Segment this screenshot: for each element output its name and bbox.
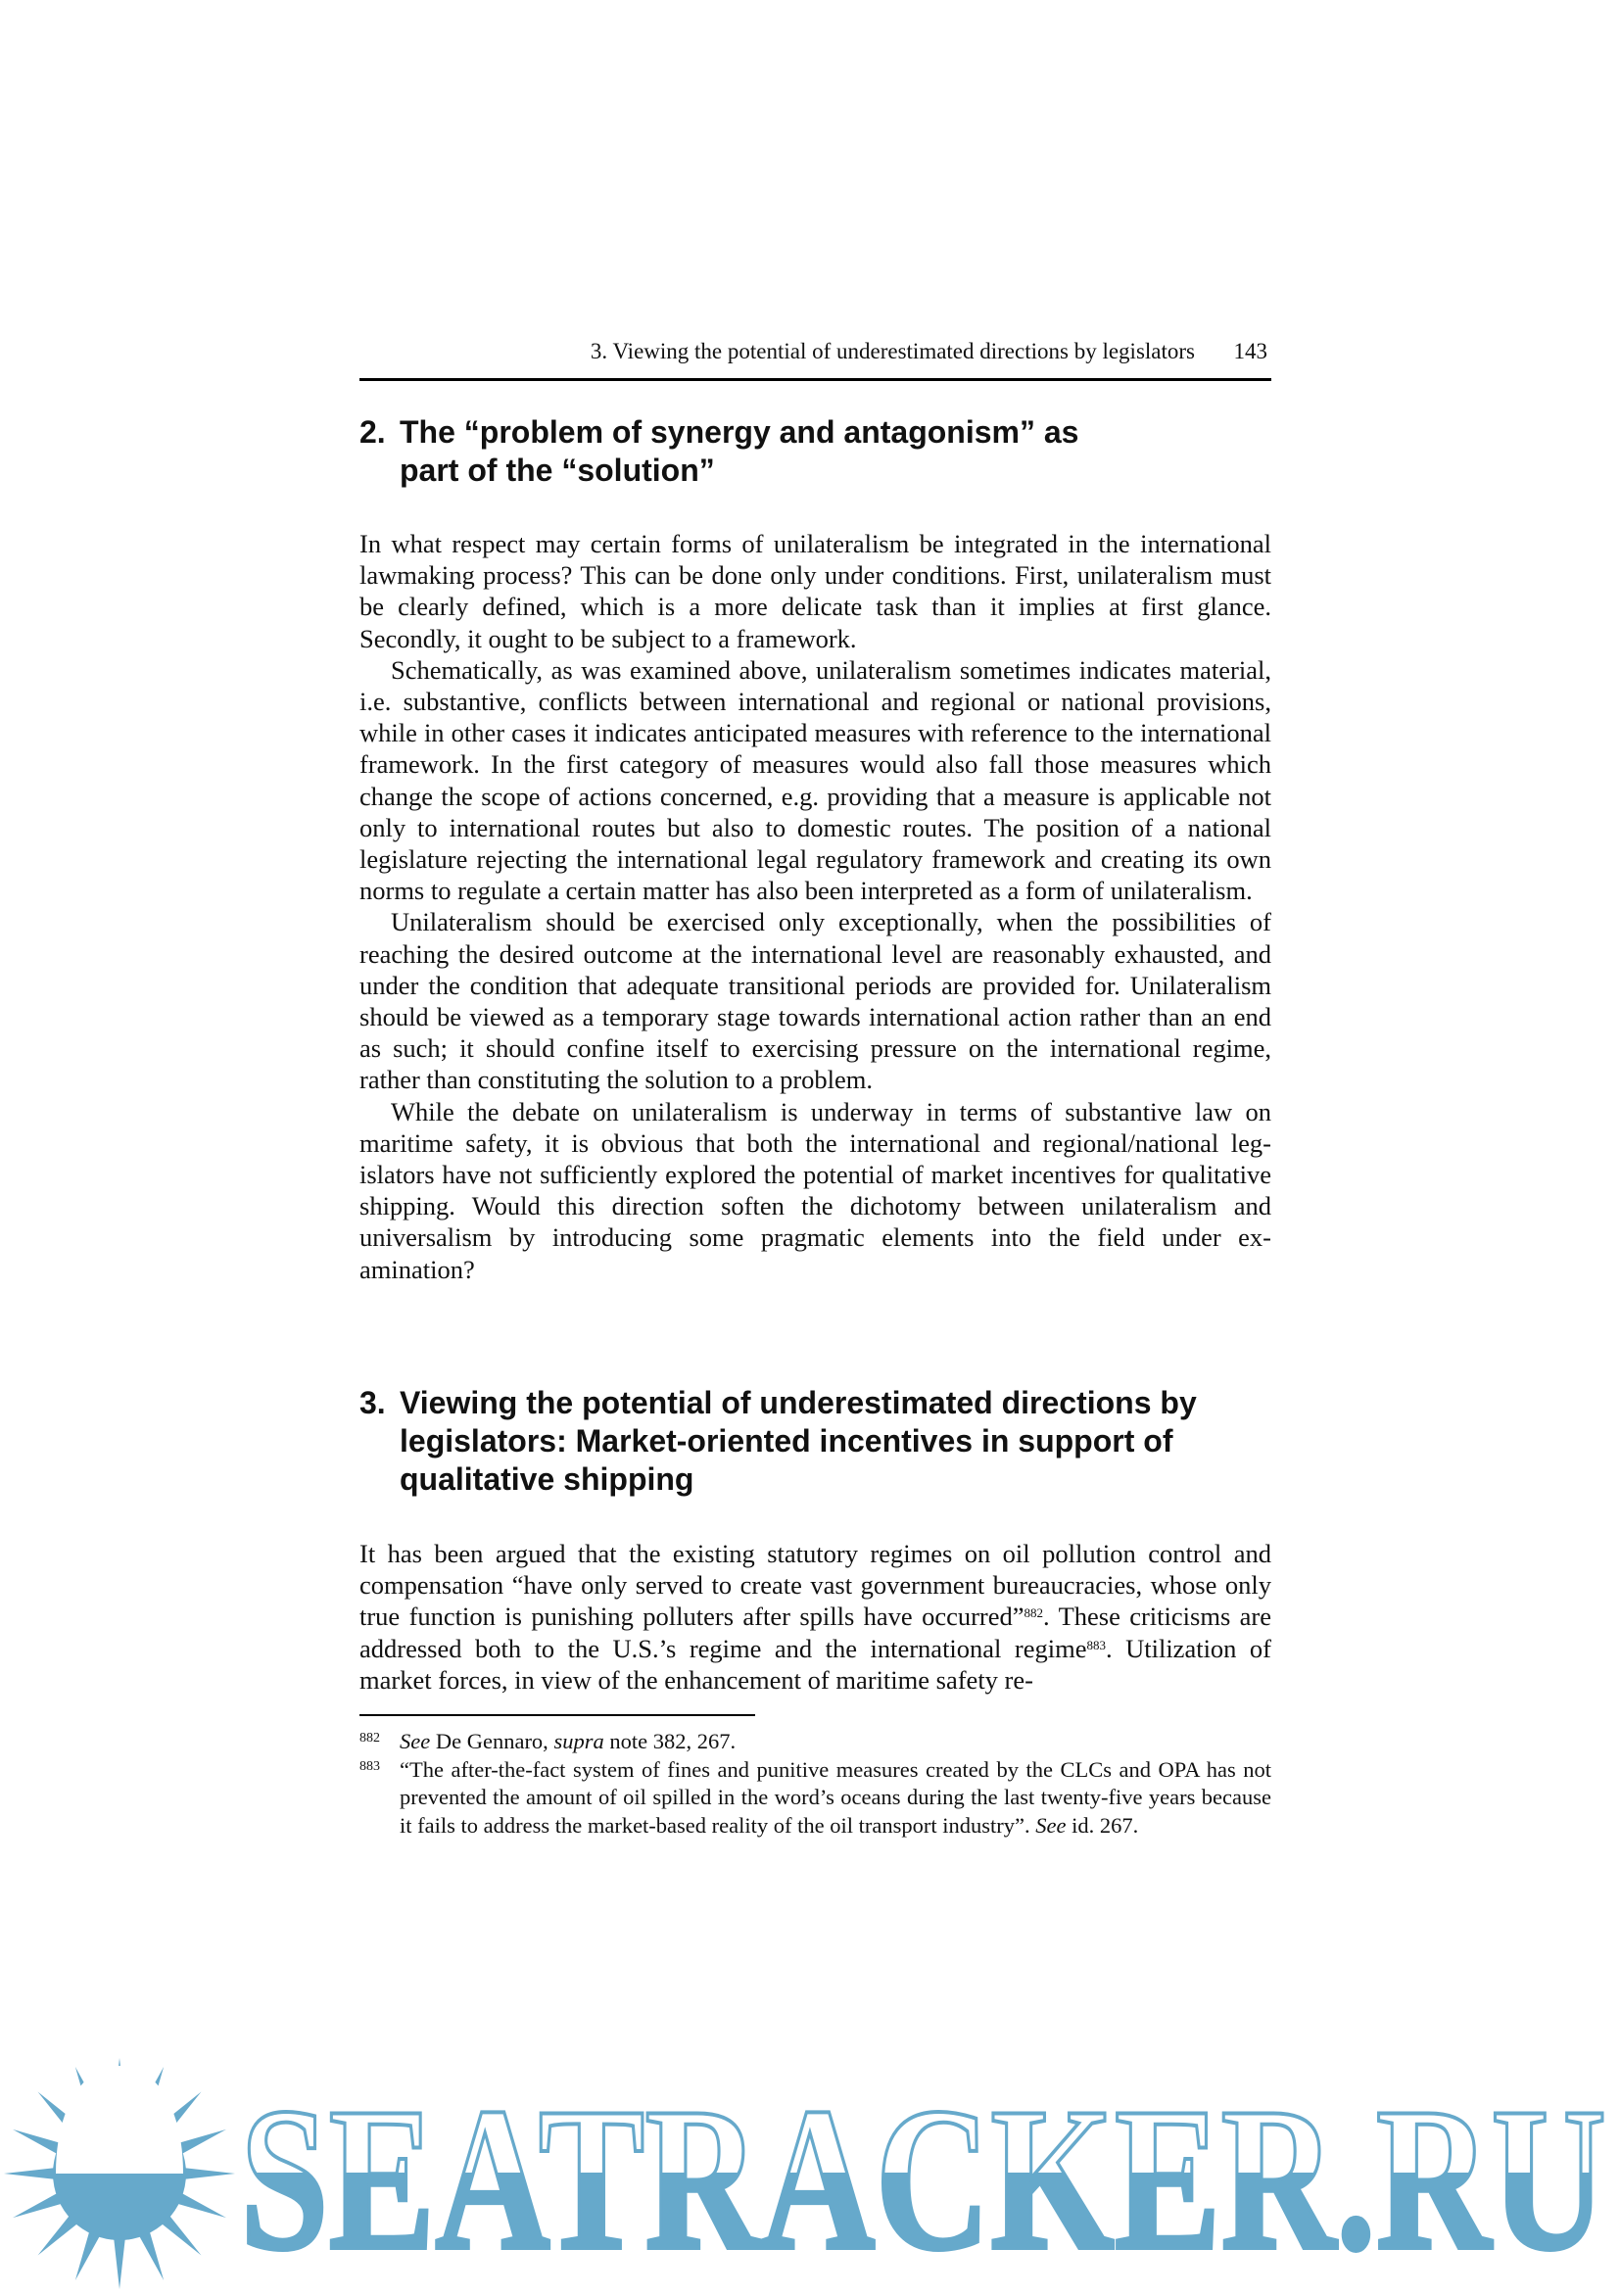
paragraph: In what respect may certain forms of unilateralism be integrated in the international lawmaking process? This can be done only under conditions. First, unilateralism must be clearly defined, which is a more delicate task than it implies at first glance. Secondly, it ought to be subject to a framework. bbox=[359, 529, 1271, 653]
header-rule bbox=[359, 378, 1271, 381]
paragraph: While the debate on unilateralism is underway in terms of substantive law on maritime safety, it is obvious that both the international and regional/national legislators have not sufficiently explored the potential of market incentives for qualitative shipping. Would this direction soften the dichotomy between unilateralism and universalism by introducing some pragmatic elements into the field under examination? bbox=[359, 1096, 1271, 1284]
section-3-heading bbox=[359, 1384, 1271, 1499]
section-title: Viewing the potential of underestimated directions by legislators: Market-oriented incentives in support of qualitative shipping bbox=[400, 1385, 1197, 1497]
footnotes bbox=[359, 1728, 1271, 1840]
footnote-mark: 882 bbox=[359, 1731, 380, 1746]
section-2-body bbox=[359, 528, 1271, 1285]
watermark-logo bbox=[0, 2057, 1620, 2291]
footnote-882 bbox=[359, 1728, 1271, 1756]
watermark-text: SEATRACKER.RU bbox=[240, 2066, 1606, 2291]
running-head bbox=[359, 335, 1271, 378]
text: id. 267. bbox=[1066, 1812, 1139, 1838]
sun-icon bbox=[4, 2058, 235, 2289]
page-number: 143 bbox=[1233, 339, 1267, 363]
text: See bbox=[400, 1729, 431, 1753]
text: note 382, 267. bbox=[603, 1729, 737, 1753]
footnote-ref[interactable]: 882 bbox=[1024, 1605, 1044, 1621]
text: De Gennaro, bbox=[430, 1729, 554, 1753]
footnote-ref[interactable]: 883 bbox=[1086, 1637, 1106, 1652]
footnote-rule bbox=[359, 1714, 755, 1716]
text: See bbox=[1035, 1812, 1067, 1838]
text: . Utilization of market forces, in view of the enhancement of maritime safety re- bbox=[359, 1633, 1271, 1695]
section-3-body bbox=[359, 1538, 1271, 1696]
section-number: 2. bbox=[359, 414, 386, 450]
footnote-mark: 883 bbox=[359, 1758, 380, 1774]
seatracker-logo bbox=[0, 2057, 1620, 2291]
paragraph: Schematically, as was examined above, unilateralism sometimes indicates material, i.e. substantive, conflicts between international and regional or national provisions, while in other cases it indicates anticipated measures with reference to the international framework. In the first category of measures would also fall those measures which change the scope of actions concerned, e.g. providing that a measure is applicable not only to international routes but also to domestic routes. The position of a national legislature rejecting the international legal regulatory framework and creating its own norms to regulate a certain matter has also been interpreted as a form of unilateralism. bbox=[359, 654, 1271, 906]
text: It has been argued that the existing statutory regimes on oil pollution control and compensation “have only served to create vast government bureaucracies, whose only true function is punishing polluters after spills have occurred” bbox=[359, 1539, 1271, 1632]
text: “The after-the-fact system of fines and punitive measures created by the CLCs and OPA has not prevented the amount of oil spilled in the word’s oceans during the last twenty-five years because it fails to address the market-based reality of the oil transport industry”. bbox=[400, 1756, 1271, 1838]
section-title: The “problem of synergy and antagonism” as part of the “solution” bbox=[400, 414, 1079, 488]
section-number: 3. bbox=[359, 1385, 386, 1420]
paragraph bbox=[359, 1538, 1271, 1696]
text: supra bbox=[553, 1729, 604, 1753]
paragraph: Unilateralism should be exercised only exceptionally, when the possibilities of reaching the desired outcome at the international level are reasonably exhausted, and under the condition that adequate transitional periods are provided for. Unilateralism should be viewed as a temporary stage towards international action rather than an end as such; it should confine itself to exercising pressure on the international regime, rather than constituting the solution to a problem. bbox=[359, 907, 1271, 1095]
footnote-883 bbox=[359, 1756, 1271, 1841]
text: . These criticisms are addressed both to the U.S.’s regime and the international regime bbox=[359, 1602, 1271, 1663]
running-head-title: 3. Viewing the potential of underestimated directions by legislators bbox=[590, 339, 1195, 363]
section-2-heading bbox=[359, 413, 1271, 490]
